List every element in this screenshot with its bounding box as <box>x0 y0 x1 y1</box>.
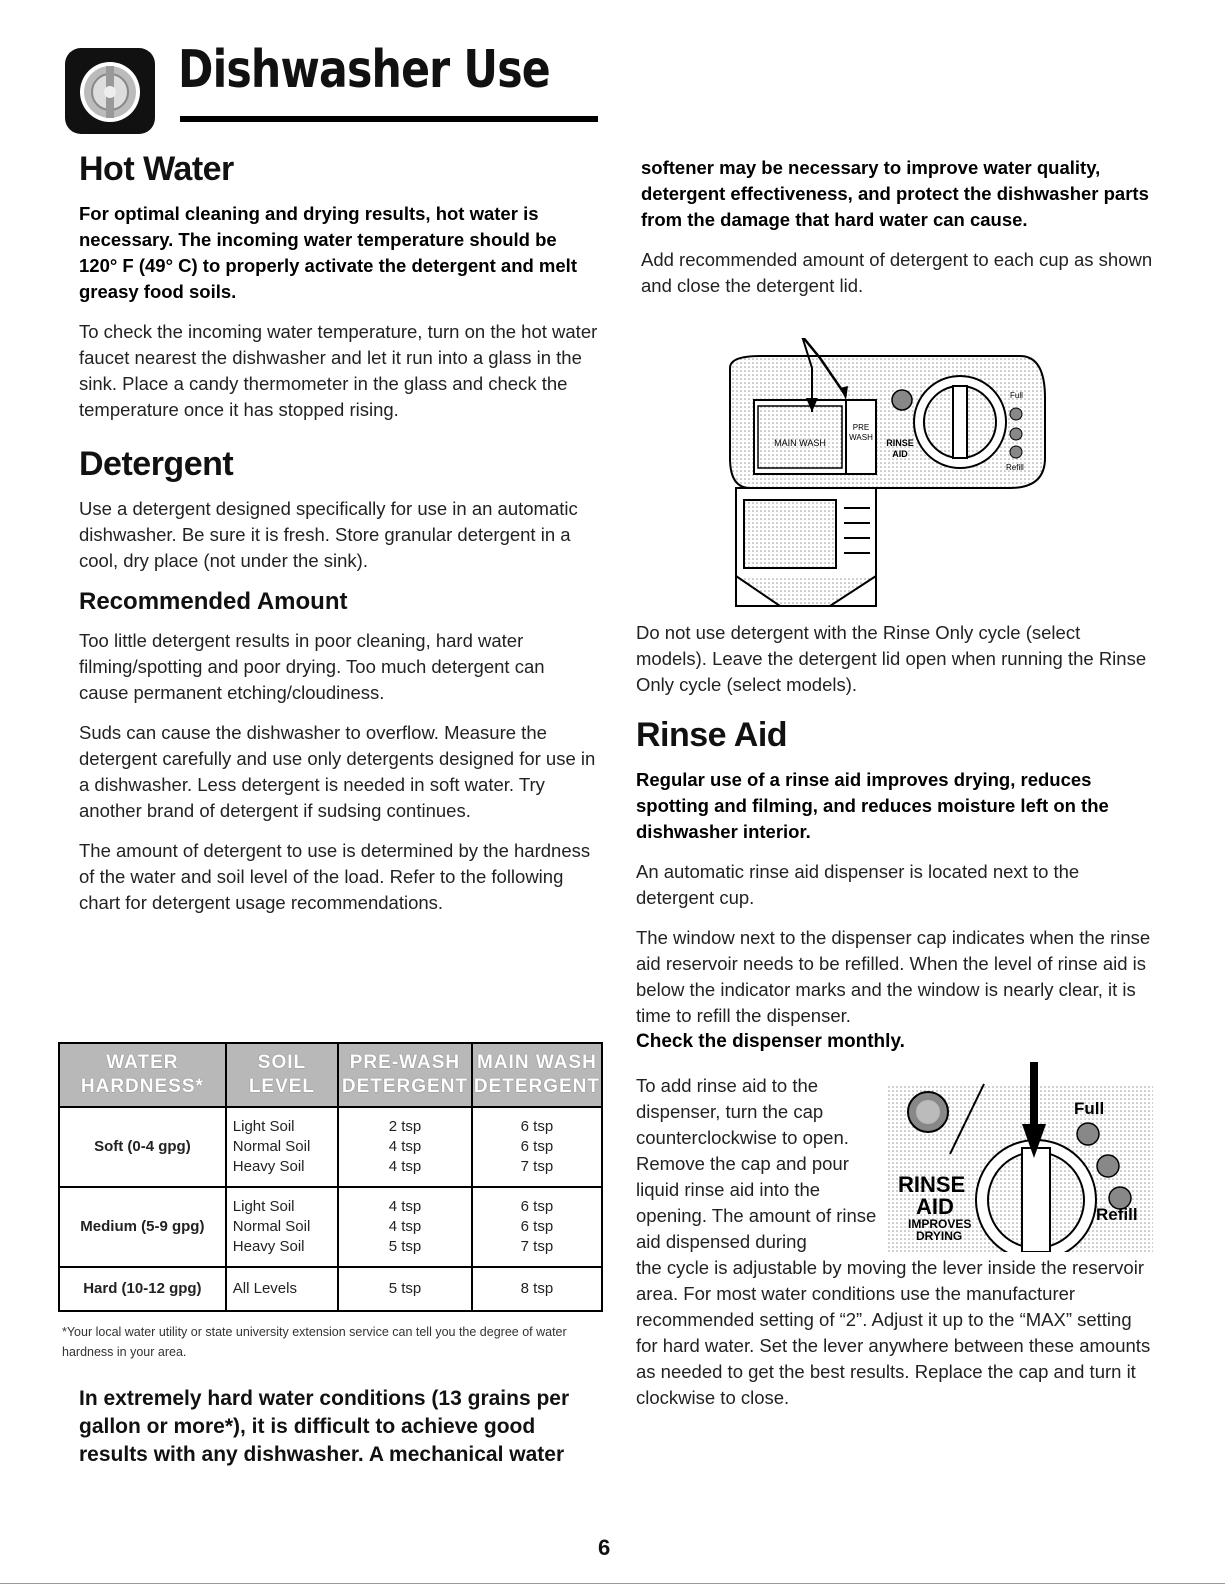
pre-wash-amount: 5 tsp <box>388 1238 422 1255</box>
refill-label: Refill <box>1006 463 1024 472</box>
main-wash-cell <box>472 1267 602 1311</box>
pre-wash-amount: 5 tsp <box>388 1280 422 1297</box>
hardness-cell: Soft (0-4 gpg) <box>59 1107 226 1187</box>
soil-level: Heavy Soil <box>232 1238 305 1255</box>
soil-level: Normal Soil <box>232 1138 311 1155</box>
detergent-heading: Detergent <box>79 445 234 483</box>
detergent-usage-table <box>58 1042 603 1312</box>
detergent-body: Use a detergent designed specifically for use in an automatic dishwasher. Be sure it is fresh. Store granular detergent in a cool, dry place (not under the sink). <box>79 498 578 571</box>
right-column <box>641 155 1161 313</box>
hot-water-body: To check the incoming water temperature, turn on the hot water faucet nearest the dishwasher and let it run into a glass in the sink. Place a candy thermometer in the glass and check the temperature once it has stopped rising. <box>79 321 598 420</box>
table-header-row <box>59 1043 602 1107</box>
hot-water-heading: Hot Water <box>79 150 234 188</box>
recommended-amount-heading: Recommended Amount <box>79 588 348 615</box>
main-wash-amount: 6 tsp <box>520 1198 554 1215</box>
bottom-divider <box>0 1583 1225 1584</box>
svg-text:RINSE: RINSE <box>886 438 914 448</box>
main-wash-amount: 7 tsp <box>520 1158 554 1175</box>
soil-level-cell <box>226 1267 338 1311</box>
recommended-p3: The amount of detergent to use is determined by the hardness of the water and soil level of the load. Refer to the following chart for detergent usage recommendations. <box>79 840 591 913</box>
table-row <box>59 1187 602 1267</box>
full-label: Full <box>1074 1099 1105 1118</box>
col-header-main-wash: MAIN WASH DETERGENT <box>472 1043 602 1107</box>
pre-wash-amount: 4 tsp <box>388 1198 422 1215</box>
col-header-water-hardness: WATER HARDNESS* <box>59 1043 226 1107</box>
improves-label: IMPROVES <box>908 1217 972 1231</box>
soil-level-cell <box>226 1187 338 1267</box>
pre-wash-amount: 2 tsp <box>388 1118 422 1135</box>
left-column <box>79 150 599 930</box>
rinse-aid-lead: Regular use of a rinse aid improves drying, reduces spotting and filming, and reduces moisture left on the dishwasher interior. <box>636 769 1109 842</box>
svg-text:WASH: WASH <box>849 433 873 442</box>
page-header <box>65 38 550 132</box>
pre-wash-cell <box>338 1267 472 1311</box>
main-wash-amount: 7 tsp <box>520 1238 554 1255</box>
svg-text:AID: AID <box>892 449 908 459</box>
rinse-label: RINSE <box>898 1172 966 1197</box>
softener-continued: softener may be necessary to improve water quality, detergent effectiveness, and protect the dishwasher parts from the damage that hard water can cause. <box>641 157 1149 230</box>
main-wash-label: MAIN WASH <box>774 438 826 448</box>
main-wash-amount: 6 tsp <box>520 1138 554 1155</box>
check-monthly: Check the dispenser monthly. <box>636 1031 905 1052</box>
soil-level: Light Soil <box>232 1198 295 1215</box>
rinse-aid-cap-illustration <box>888 1062 1153 1252</box>
pre-wash-amount: 4 tsp <box>388 1158 422 1175</box>
page-title: Dishwasher Use <box>178 40 550 100</box>
table-row <box>59 1107 602 1187</box>
rinse-only-text: Do not use detergent with the Rinse Only cycle (select models). Leave the detergent lid open when running the Rinse Only cycle (select models). <box>636 622 1147 695</box>
extreme-hard-water-note: In extremely hard water conditions (13 grains per gallon or more*), it is difficult to achieve good results with any dishwasher. A mechanical water <box>79 1387 570 1466</box>
pre-wash-amount: 4 tsp <box>388 1138 422 1155</box>
soil-level: Normal Soil <box>232 1218 311 1235</box>
soil-level: All Levels <box>232 1280 297 1297</box>
soil-level: Light Soil <box>232 1118 295 1135</box>
rinse-aid-p1: An automatic rinse aid dispenser is located next to the detergent cup. <box>636 861 1080 908</box>
table-footnote: *Your local water utility or state university extension service can tell you the degree of water hardness in your area. <box>62 1325 567 1359</box>
main-wash-cell <box>472 1107 602 1187</box>
main-wash-cell <box>472 1187 602 1267</box>
recommended-p2: Suds can cause the dishwasher to overflow. Measure the detergent carefully and use only detergents designed for use in a dishwasher. Less detergent is needed in soft water. Try another brand of detergent if sudsing continues. <box>79 722 596 821</box>
detergent-dispenser-illustration <box>720 338 1050 610</box>
recommended-p1: Too little detergent results in poor cleaning, hard water filming/spotting and poor drying. Too much detergent can cause permanent etching/cloudiness. <box>79 630 545 703</box>
drying-label: DRYING <box>916 1229 963 1243</box>
table-row <box>59 1267 602 1311</box>
pre-wash-cell <box>338 1107 472 1187</box>
hot-water-lead: For optimal cleaning and drying results, hot water is necessary. The incoming water temperature should be 120° F (49° C) to properly activate the detergent and melt greasy food soils. <box>79 203 577 302</box>
main-wash-amount: 8 tsp <box>520 1280 554 1297</box>
soil-level-cell <box>226 1107 338 1187</box>
rinse-aid-adjust-text: the cycle is adjustable by moving the lever inside the reservoir area. For most water conditions use the manufacturer recommended setting of “2”. Adjust it up to the “MAX” setting for hard water. Set the lever anywhere between these amounts as needed to get the best results. Replace the cap and turn it clockwise to close. <box>636 1257 1151 1408</box>
col-header-pre-wash: PRE-WASH DETERGENT <box>338 1043 472 1107</box>
right-column-lower <box>636 620 1156 1069</box>
aid-label: AID <box>916 1194 954 1219</box>
refill-label: Refill <box>1096 1205 1138 1224</box>
pre-wash-amount: 4 tsp <box>388 1218 422 1235</box>
hardness-cell: Medium (5-9 gpg) <box>59 1187 226 1267</box>
page-number: 6 <box>598 1535 611 1560</box>
col-header-soil-level: SOIL LEVEL <box>226 1043 338 1107</box>
full-label: Full <box>1010 391 1023 400</box>
title-underline <box>180 116 598 122</box>
main-wash-amount: 6 tsp <box>520 1118 554 1135</box>
dishwasher-dial-icon <box>65 48 155 134</box>
soil-level: Heavy Soil <box>232 1158 305 1175</box>
hardness-cell: Hard (10-12 gpg) <box>59 1267 226 1311</box>
add-rinse-aid-text: To add rinse aid to the dispenser, turn the cap counterclockwise to open. Remove the cap and pour liquid rinse aid into the opening. The amount of rinse aid dispensed during <box>636 1075 877 1252</box>
svg-text:PRE: PRE <box>852 423 870 432</box>
main-wash-amount: 6 tsp <box>520 1218 554 1235</box>
add-detergent-text: Add recommended amount of detergent to each cup as shown and close the detergent lid. <box>641 249 1153 296</box>
rinse-aid-p2: The window next to the dispenser cap indicates when the rinse aid reservoir needs to be refilled. When the level of rinse aid is below the indicator marks and the window is nearly clear, it is time to refill the dispenser. <box>636 927 1151 1026</box>
rinse-aid-heading: Rinse Aid <box>636 716 788 754</box>
pre-wash-cell <box>338 1187 472 1267</box>
